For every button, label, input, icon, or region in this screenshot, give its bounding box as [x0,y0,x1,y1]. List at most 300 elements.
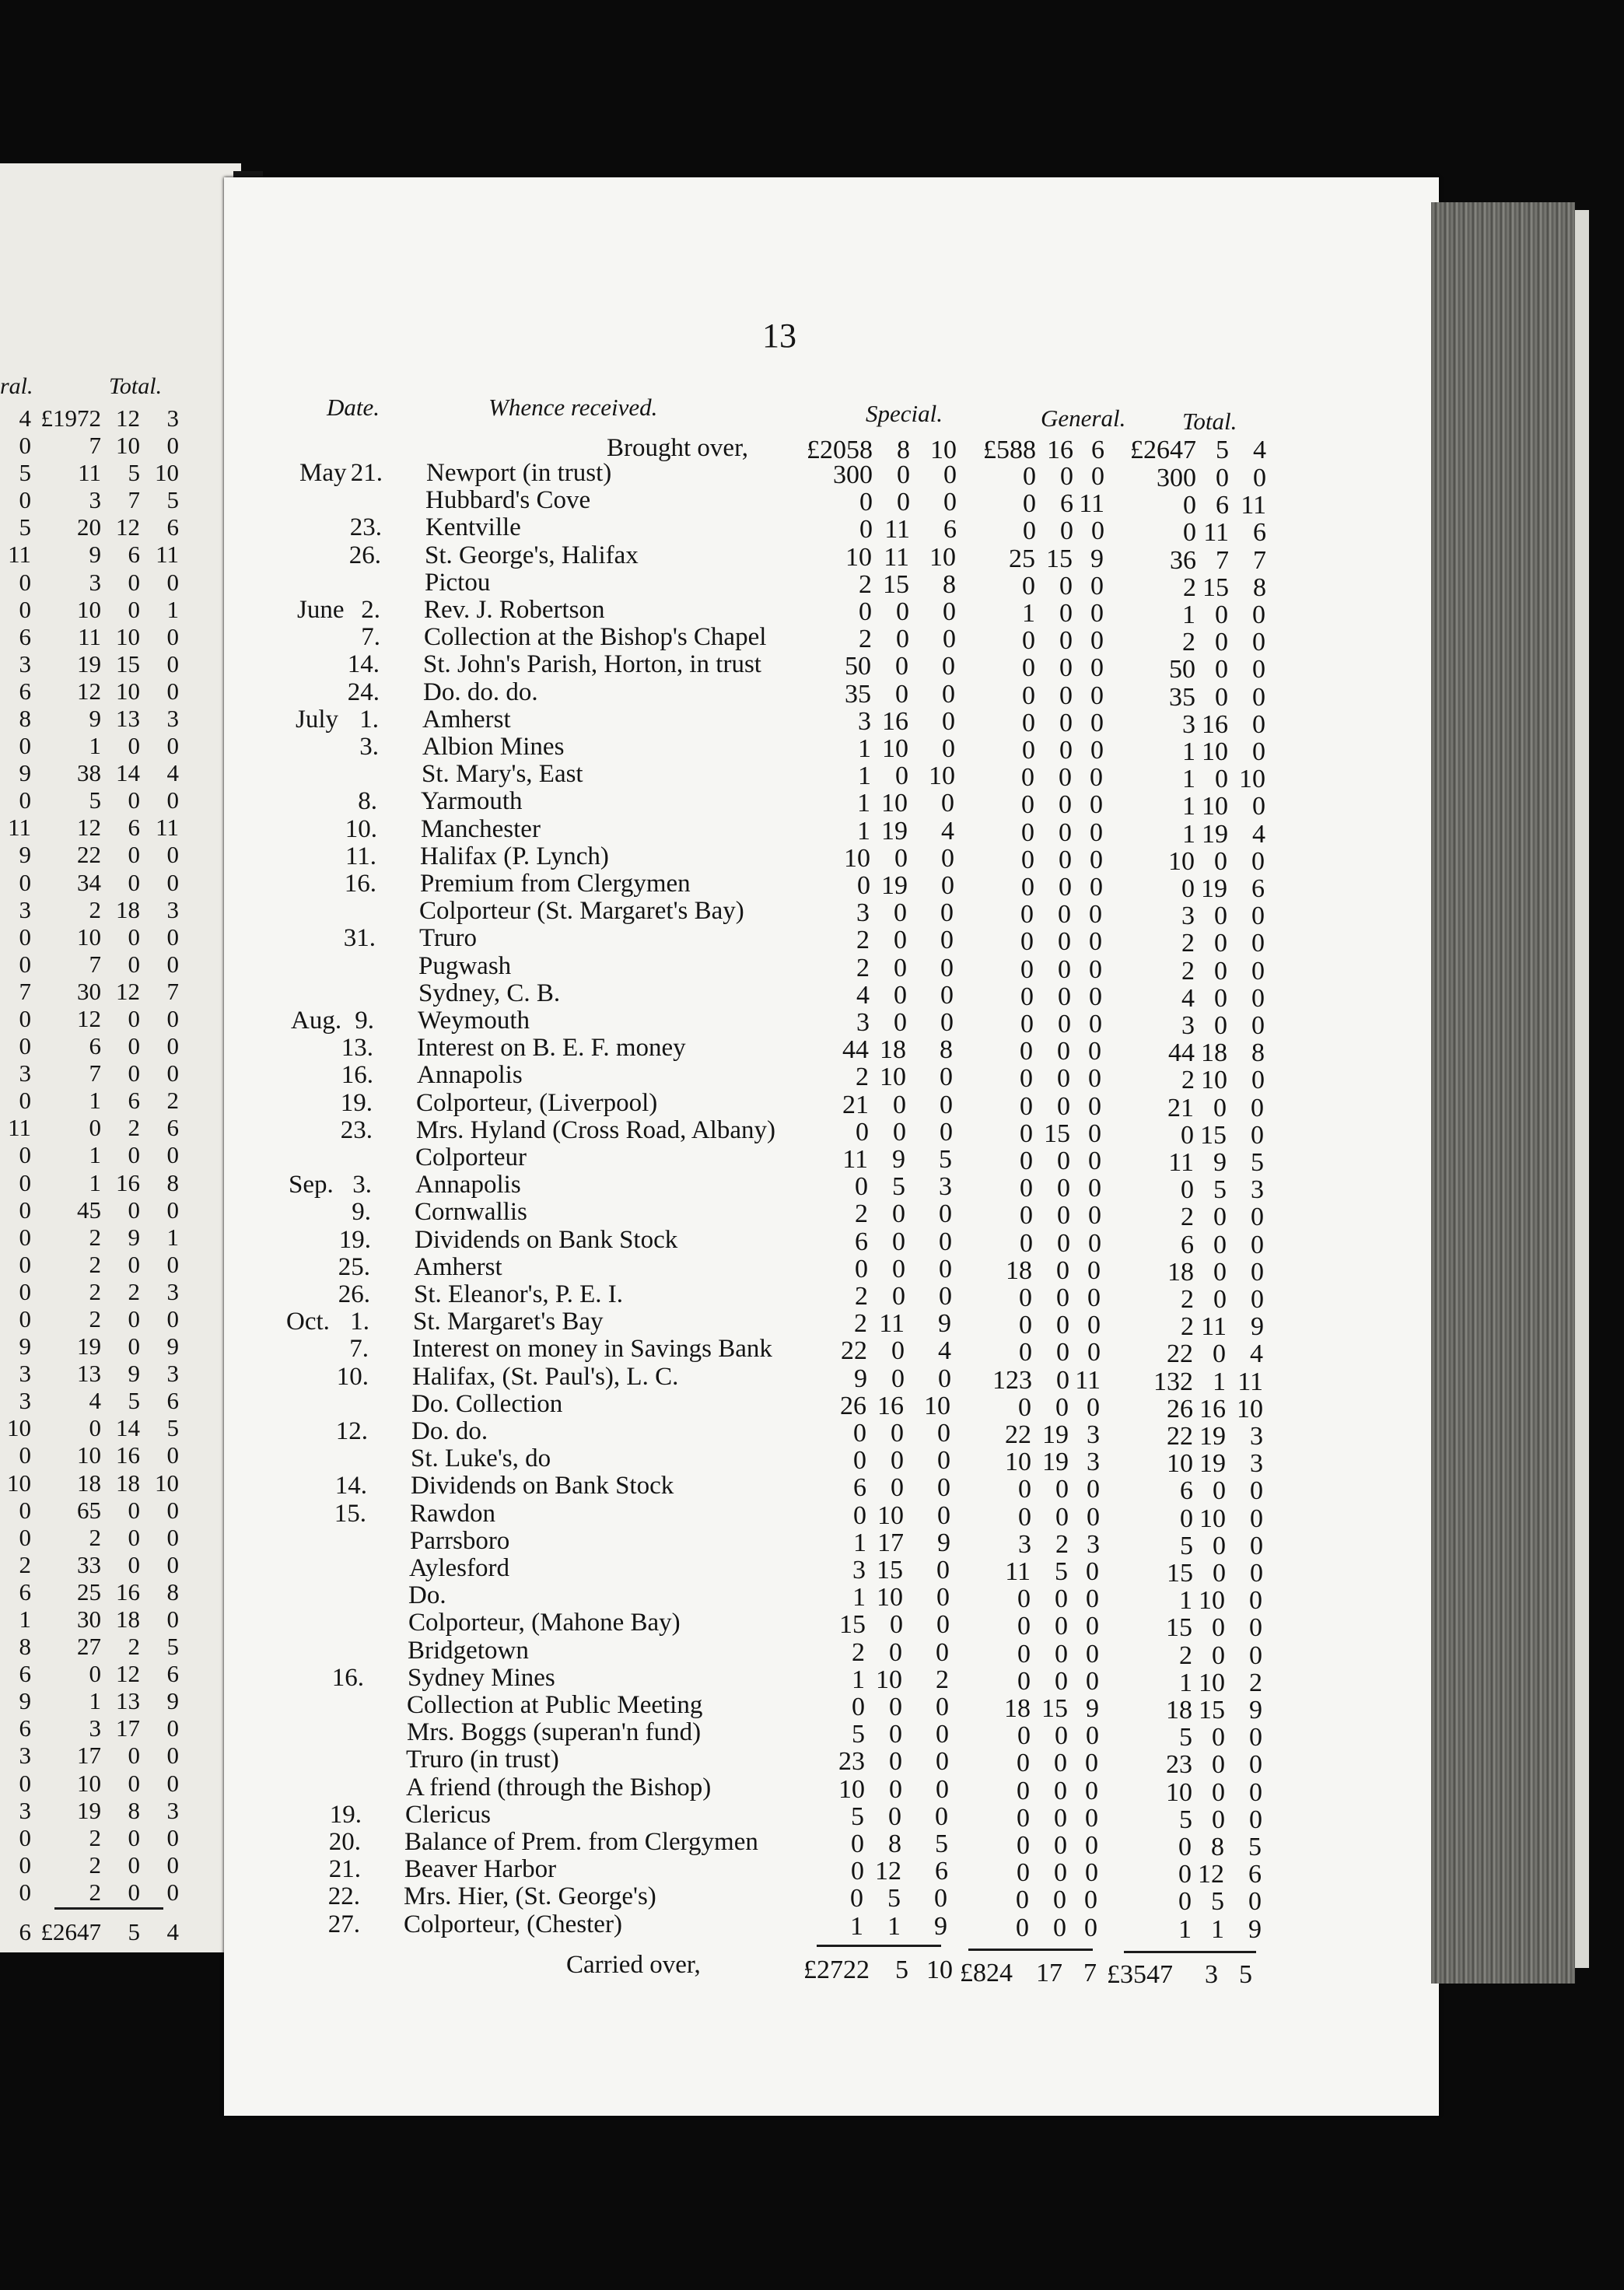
row-special-pence: 0 [943,460,957,489]
row-general-pounds: 0 [1017,1831,1030,1860]
left-page-cell: 4 [166,759,179,786]
row-total-pounds: 10 [1166,1778,1192,1807]
page-stack-edge-light [1575,210,1589,1968]
row-day: 14. [347,650,380,678]
row-general-shillings: 0 [1056,1338,1069,1367]
row-total-shillings: 18 [1201,1038,1227,1067]
row-general-pounds: 0 [1020,1037,1033,1066]
brought-over-special-pounds: £2058 [807,436,873,464]
left-page-cell: 0 [19,1141,31,1168]
left-page-cell: 3 [166,1360,179,1387]
row-total-pence: 8 [1253,573,1266,602]
row-general-pounds: 10 [1005,1448,1031,1476]
row-total-shillings: 0 [1212,1723,1225,1752]
row-general-shillings: 0 [1060,516,1073,545]
row-special-pounds: 6 [853,1473,866,1502]
row-special-pounds: 4 [856,981,870,1010]
row-general-pounds: 0 [1021,790,1034,819]
row-total-shillings: 0 [1212,1613,1225,1642]
left-page-cell: 6 [128,1087,140,1114]
row-special-pounds: 1 [852,1665,865,1694]
left-page-cell: 2 [89,1224,101,1251]
row-general-pence: 0 [1090,709,1104,737]
left-page-cell: 10 [155,1469,179,1497]
left-page-cell: 0 [19,1497,31,1524]
left-page-cell: 11 [8,1114,31,1141]
left-page-footer-cell: 4 [166,1918,179,1945]
row-total-pence: 0 [1252,683,1265,712]
row-special-pence: 0 [937,1473,950,1502]
row-total-pounds: 0 [1181,1121,1194,1150]
carried-over-general-pence: 7 [1083,1959,1097,1987]
row-total-shillings: 16 [1199,1395,1226,1423]
row-day: 23. [340,1116,373,1144]
row-general-pounds: 0 [1021,846,1034,874]
left-page-cell: 11 [78,623,101,650]
row-general-shillings: 0 [1058,1010,1071,1038]
row-general-shillings: 19 [1042,1420,1069,1449]
row-general-shillings: 0 [1055,1503,1069,1532]
row-description: Colporteur (St. Margaret's Bay) [419,897,744,925]
left-page-cell: 1 [89,1087,101,1114]
row-total-pence: 0 [1251,957,1265,986]
row-total-shillings: 1 [1211,1915,1224,1944]
left-page-cell: 3 [19,650,31,678]
row-general-pounds: 0 [1017,1804,1030,1833]
row-total-pounds: 1 [1182,737,1195,766]
left-page-cell: 6 [166,1660,179,1687]
row-special-pounds: 1 [858,762,871,790]
row-total-shillings: 16 [1202,710,1228,739]
row-special-shillings: 0 [891,1419,904,1448]
row-total-shillings: 0 [1215,765,1228,793]
left-page-cell: 9 [19,1687,31,1714]
row-general-pounds: 0 [1020,1010,1034,1038]
row-total-pence: 0 [1249,1613,1262,1642]
row-special-pounds: 5 [851,1802,864,1831]
row-special-shillings: 17 [877,1528,904,1557]
row-total-shillings: 0 [1213,1339,1226,1368]
row-total-pounds: 22 [1167,1339,1193,1368]
row-total-pence: 6 [1253,518,1266,547]
row-total-pence: 10 [1237,1395,1263,1423]
row-general-shillings: 0 [1057,1037,1070,1066]
row-description: A friend (through the Bishop) [406,1774,712,1802]
left-page-cell: 0 [166,1059,179,1087]
row-total-pounds: 18 [1166,1696,1192,1725]
row-special-pounds: 10 [838,1775,865,1804]
left-page-cell: 10 [116,678,140,705]
row-description: Hubbard's Cove [425,486,591,514]
row-general-shillings: 0 [1059,763,1072,792]
left-page-cell: 0 [166,786,179,814]
left-page-cell: £1972 [40,404,101,432]
row-special-pounds: 0 [853,1501,866,1530]
row-total-pence: 0 [1249,1750,1262,1779]
left-page-cell: 0 [19,1032,31,1059]
row-special-shillings: 0 [894,981,907,1010]
row-total-pounds: 132 [1153,1367,1193,1396]
row-day: 16. [341,1061,373,1089]
row-total-pounds: 2 [1181,929,1195,958]
row-description: Do. [408,1581,446,1609]
row-special-shillings: 0 [889,1638,902,1667]
row-description: Amherst [414,1253,502,1281]
row-total-pence: 0 [1252,737,1265,766]
row-description: Beaver Harbor [404,1855,557,1883]
left-page-cell: 12 [77,1005,101,1032]
row-day: 20. [328,1828,361,1856]
row-day: 10. [336,1363,369,1391]
row-general-shillings: 15 [1046,544,1073,573]
row-special-pounds: 0 [850,1884,863,1913]
row-special-shillings: 9 [892,1145,905,1174]
row-special-pounds: 2 [856,926,870,954]
row-general-pounds: 0 [1022,681,1035,710]
row-general-pence: 9 [1090,544,1104,573]
row-total-pounds: 26 [1167,1395,1193,1423]
left-page-cell: 0 [128,1770,140,1797]
row-special-pounds: 0 [855,1172,868,1201]
row-total-shillings: 12 [1198,1860,1224,1889]
left-page-cell: 0 [128,1032,140,1059]
row-general-pounds: 0 [1020,1174,1033,1203]
row-day: 7. [361,623,380,651]
row-general-pounds: 22 [1005,1420,1031,1449]
row-general-pounds: 0 [1017,1612,1031,1640]
row-total-shillings: 0 [1214,957,1227,986]
row-special-pounds: 3 [856,1008,870,1037]
row-total-pence: 0 [1253,464,1266,492]
row-special-pence: 0 [940,1008,954,1037]
row-general-pence: 0 [1086,1640,1099,1668]
left-page-cell: 0 [19,596,31,623]
row-total-pence: 0 [1251,1011,1265,1040]
row-description: St. Margaret's Bay [413,1308,604,1336]
left-page-cell: 7 [89,432,101,459]
left-page-cell: 0 [128,596,140,623]
left-page-cell: 19 [77,650,101,678]
row-general-pounds: 0 [1017,1584,1031,1613]
row-general-pounds: 0 [1020,1119,1033,1148]
left-page-cell: 1 [166,596,179,623]
left-page-cell: 0 [128,1251,140,1278]
row-month: June [297,596,345,624]
row-general-pounds: 25 [1009,544,1035,573]
left-page-cell: 0 [128,1851,140,1879]
row-special-shillings: 0 [896,625,909,653]
row-general-pence: 0 [1088,1119,1101,1148]
row-total-pence: 0 [1250,1559,1263,1588]
left-page-cell: 6 [19,678,31,705]
row-special-pence: 6 [935,1857,948,1886]
row-special-shillings: 1 [887,1912,901,1941]
row-general-shillings: 0 [1054,1777,1067,1805]
left-page-cell: 12 [116,1660,140,1687]
row-day: 3. [359,733,379,761]
row-special-shillings: 0 [894,926,907,954]
row-special-pounds: 0 [856,1118,869,1147]
brought-over-special-pence: 10 [930,436,957,464]
left-page-cell: 0 [19,432,31,459]
row-general-pence: 0 [1090,818,1103,847]
row-total-shillings: 8 [1211,1833,1224,1861]
row-special-pounds: 0 [853,1446,866,1475]
left-page-cell: 10 [116,432,140,459]
left-page-cell: 0 [19,1251,31,1278]
brought-over-total-pence: 4 [1253,436,1266,464]
row-general-pounds: 0 [1021,763,1034,792]
row-general-pence: 0 [1090,572,1104,601]
row-special-shillings: 15 [883,570,909,599]
left-page-cell: 10 [7,1469,31,1497]
row-general-shillings: 0 [1059,818,1072,847]
carried-over-special-pence: 10 [926,1956,953,1984]
left-page-cell: 6 [128,541,140,568]
row-general-shillings: 2 [1055,1530,1069,1559]
left-page-cell: 0 [166,923,179,951]
row-day: 22. [327,1882,360,1910]
row-day: 27. [327,1910,360,1938]
row-day: 24. [347,678,380,706]
row-general-pounds: 0 [1017,1667,1031,1696]
left-page-cell: 12 [116,513,140,541]
row-special-pence: 0 [943,488,957,516]
left-page-cell: 0 [166,1305,179,1332]
left-page-cell: 17 [77,1742,101,1769]
left-page-cell: 0 [166,569,179,596]
row-total-pounds: 35 [1169,683,1195,712]
brought-over-total-pounds: £2647 [1130,436,1196,464]
row-general-pounds: 0 [1022,709,1035,737]
row-total-shillings: 10 [1202,792,1228,821]
left-page-cell: 6 [166,513,179,541]
left-page-cell: 2 [128,1114,140,1141]
row-total-shillings: 10 [1201,1066,1227,1094]
row-total-pounds: 36 [1170,546,1196,575]
left-page-cell: 3 [89,1714,101,1742]
left-page-cell: 0 [89,1660,101,1687]
row-special-pence: 0 [936,1693,949,1721]
row-special-pence: 0 [939,1199,952,1228]
row-special-pence: 10 [924,1392,950,1420]
row-special-pounds: 2 [855,1199,868,1228]
left-page-cell: 2 [166,1087,179,1114]
row-description: Do. do. [411,1417,488,1445]
row-total-shillings: 0 [1213,1559,1226,1588]
row-general-shillings: 0 [1058,982,1071,1011]
row-total-shillings: 0 [1212,1778,1225,1807]
row-general-pence: 0 [1090,681,1104,710]
left-page-cell: 1 [89,1141,101,1168]
row-general-shillings: 0 [1059,681,1073,710]
left-page-cell: 6 [19,1578,31,1605]
row-general-shillings: 0 [1055,1393,1069,1422]
row-total-pounds: 15 [1166,1613,1192,1642]
left-page-cell: 30 [77,978,101,1005]
row-special-pounds: 0 [857,871,870,900]
row-total-shillings: 0 [1213,1532,1226,1560]
row-general-shillings: 0 [1059,572,1073,601]
left-page-cell: 5 [166,486,179,513]
row-general-pence: 0 [1087,1311,1101,1339]
row-total-pounds: 10 [1167,1449,1193,1478]
row-total-pence: 0 [1252,710,1265,739]
row-general-pence: 0 [1085,1831,1098,1860]
left-page-cell: 9 [19,841,31,868]
left-page-cell: 0 [19,732,31,759]
left-page-cell: 0 [166,1251,179,1278]
left-page-cell: 3 [166,705,179,732]
left-page-cell: 0 [166,1441,179,1469]
row-general-shillings: 0 [1058,927,1071,956]
row-day: 1. [359,706,379,734]
row-total-pounds: 11 [1168,1148,1194,1177]
row-special-shillings: 0 [891,1336,905,1365]
row-special-pounds: 0 [852,1693,865,1721]
row-special-shillings: 0 [888,1802,901,1831]
row-special-pence: 0 [943,597,956,626]
row-total-pounds: 0 [1183,518,1196,547]
row-special-shillings: 0 [895,762,908,790]
left-page-cell: 19 [77,1797,101,1824]
row-description: Rawdon [410,1500,495,1528]
left-page-cell: 5 [89,786,101,814]
row-general-shillings: 0 [1053,1886,1066,1914]
left-page-cell: 8 [19,705,31,732]
left-page-cell: 0 [166,1605,179,1633]
left-page-cell: 13 [116,705,140,732]
row-total-pounds: 10 [1168,847,1195,876]
row-special-shillings: 0 [894,954,907,982]
left-page-cell: 12 [77,814,101,841]
left-page-cell: 0 [128,1551,140,1578]
left-page-cell: 0 [166,732,179,759]
row-general-pounds: 0 [1016,1886,1029,1914]
row-total-pence: 0 [1249,1723,1262,1752]
row-total-pence: 6 [1248,1860,1262,1889]
row-day: 19. [340,1089,373,1117]
row-special-shillings: 10 [876,1665,902,1694]
row-special-pounds: 22 [841,1336,867,1365]
left-page-cell: 0 [128,1824,140,1851]
row-special-pence: 0 [940,1063,953,1091]
row-description: Colporteur [415,1143,527,1171]
row-total-pounds: 2 [1181,957,1195,986]
row-special-pounds: 0 [859,515,873,544]
left-page-cell: 0 [128,1742,140,1769]
row-total-shillings: 0 [1215,683,1228,712]
left-page-cell: 12 [116,404,140,432]
row-general-pounds: 0 [1019,1283,1032,1312]
row-special-shillings: 10 [877,1501,904,1530]
left-page-footer-cell: 6 [19,1918,31,1945]
row-day: 9. [355,1007,374,1035]
row-general-pounds: 0 [1017,1640,1031,1668]
row-general-shillings: 0 [1056,1311,1069,1339]
left-page-cell: 0 [166,1824,179,1851]
row-special-pence: 3 [939,1172,952,1201]
row-general-shillings: 0 [1055,1721,1068,1750]
row-total-pounds: 1 [1178,1915,1192,1944]
row-description: St. Mary's, East [422,760,583,788]
special-sum-rule [817,1945,941,1947]
row-description: Colporteur, (Chester) [404,1910,622,1938]
row-special-pence: 0 [941,789,954,818]
left-page-cell: 10 [77,1770,101,1797]
left-page-cell: 5 [128,1387,140,1414]
row-description: Interest on B. E. F. money [417,1034,686,1062]
left-page-footer-cell: 5 [128,1918,140,1945]
row-special-pence: 0 [940,926,954,954]
row-special-shillings: 0 [895,680,908,709]
row-special-pounds: 10 [845,543,872,572]
row-month: May [299,459,347,487]
row-total-pounds: 1 [1182,792,1195,821]
left-page-cell: 0 [19,1224,31,1251]
row-general-pounds: 0 [1020,955,1034,984]
left-page-cell: 0 [128,1141,140,1168]
row-total-pounds: 2 [1182,628,1195,657]
row-general-pence: 0 [1087,1283,1101,1312]
row-total-pounds: 5 [1180,1532,1193,1560]
row-general-pence: 0 [1086,1612,1099,1640]
row-description: Rev. J. Robertson [424,596,605,624]
row-special-shillings: 11 [879,1309,905,1338]
row-special-pence: 0 [940,1091,953,1119]
row-total-pence: 9 [1251,1312,1264,1341]
row-total-shillings: 19 [1199,1422,1226,1451]
row-special-pounds: 50 [845,652,871,681]
row-total-pounds: 18 [1167,1258,1194,1287]
row-total-pence: 0 [1251,1203,1264,1231]
row-general-pence: 11 [1075,1366,1101,1395]
row-total-pounds: 4 [1181,984,1195,1013]
row-special-shillings: 10 [877,1583,903,1612]
row-total-shillings: 19 [1201,874,1227,903]
row-total-pence: 0 [1251,984,1265,1013]
left-page-cell: 0 [128,923,140,951]
row-general-shillings: 0 [1059,626,1073,655]
row-general-pence: 0 [1088,1092,1101,1121]
left-page-cell: 2 [128,1278,140,1305]
row-special-pounds: 1 [857,817,870,846]
row-day: 15. [334,1500,366,1528]
row-special-pence: 0 [940,1118,953,1147]
left-page-cell: 5 [128,459,140,486]
row-general-pence: 3 [1087,1530,1100,1559]
row-total-pounds: 5 [1179,1805,1192,1834]
left-page-cell: 0 [166,1879,179,1906]
row-general-shillings: 0 [1058,900,1071,929]
row-description: Colporteur, (Liverpool) [416,1089,658,1117]
row-general-shillings: 0 [1057,1229,1070,1258]
left-page-cell: 0 [19,786,31,814]
row-general-shillings: 0 [1056,1366,1069,1395]
row-general-pence: 0 [1089,955,1102,984]
row-special-shillings: 11 [884,515,910,544]
row-description: Annapolis [415,1171,521,1199]
left-page-cell: 0 [166,1005,179,1032]
row-description: Aylesford [409,1554,509,1582]
row-day: 9. [352,1198,371,1226]
left-page-cell: 45 [77,1196,101,1224]
row-total-pence: 0 [1251,1094,1264,1122]
row-total-pence: 0 [1248,1887,1262,1916]
row-special-pence: 4 [941,817,954,846]
row-special-pounds: 0 [851,1857,864,1886]
row-special-pence: 0 [942,680,955,709]
